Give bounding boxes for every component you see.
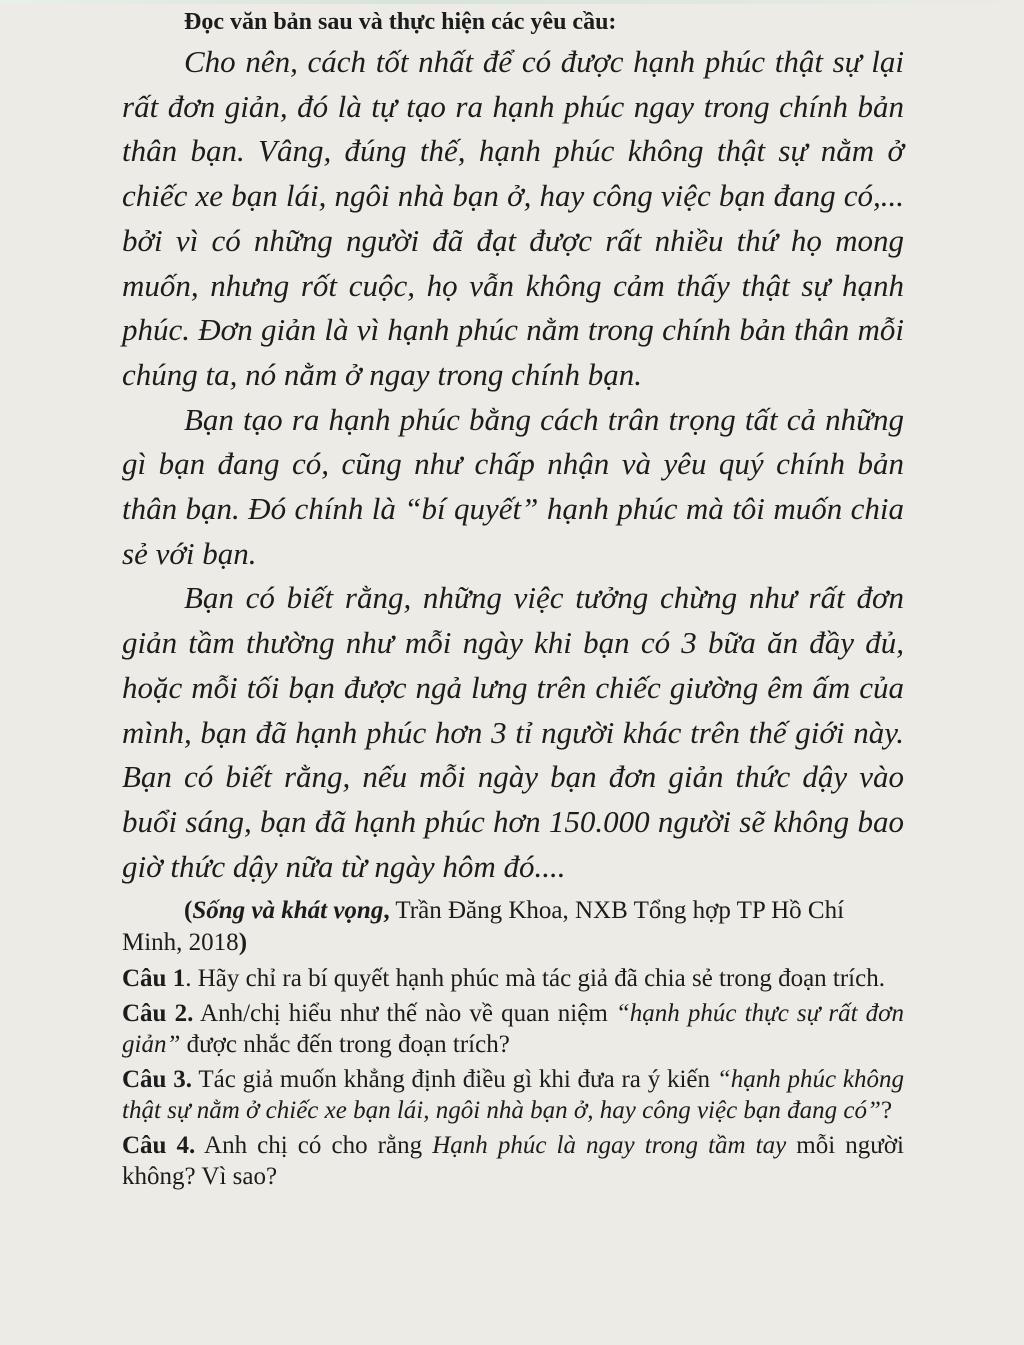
- question-2-text-a: Anh/chị hiểu như thế nào về quan niệm: [193, 1000, 616, 1028]
- question-1-label: Câu 1: [122, 965, 186, 993]
- question-2-text-b: được nhắc đến trong đoạn trích?: [180, 1031, 510, 1059]
- passage-paragraph-3: Bạn có biết rằng, những việc tưởng chừng như rất đơn giản tầm thường như mỗi ngày khi bạn có 3 bữa ăn đầy đủ, hoặc mỗi tối bạn được ngả lưng trên chiếc giường êm ấm của mình, bạn đã hạnh phúc hơn 3 tỉ người khác trên thế giới này. Bạn có biết rằng, nếu mỗi ngày bạn đơn giản thức dậy vào buổi sáng, bạn đã hạnh phúc hơn 150.000 người sẽ không bao giờ thức dậy nữa từ ngày hôm đó....: [122, 580, 904, 884]
- citation-comma: ,: [383, 897, 390, 925]
- question-3-label: Câu 3.: [122, 1066, 192, 1094]
- question-2-quote: “hạnh phúc thực sự rất đơn giản”: [122, 1000, 904, 1059]
- question-3-text-b: ?: [880, 1097, 893, 1125]
- question-1: [122, 963, 904, 994]
- question-list: [122, 963, 904, 1192]
- citation-close-paren: ): [238, 929, 248, 957]
- question-4-text-a: Anh chị có cho rằng: [195, 1132, 433, 1160]
- question-2-label: Câu 2.: [122, 1000, 194, 1028]
- question-4-text-b: mỗi người không? Vì sao?: [122, 1132, 905, 1191]
- citation-author-publisher: Trần Đăng Khoa, NXB Tổng hợp TP Hồ Chí Minh, 2018: [122, 897, 845, 957]
- question-2: [122, 998, 904, 1060]
- question-4-quote: Hạnh phúc là ngay trong tầm tay: [432, 1132, 787, 1160]
- question-4-label: Câu 4.: [122, 1132, 196, 1160]
- citation-open-paren: (: [184, 897, 193, 925]
- question-3-text-a: Tác giả muốn khẳng định điều gì khi đưa ra ý kiến: [192, 1066, 717, 1094]
- question-1-sep: .: [185, 965, 192, 993]
- top-edge-strip: [0, 0, 1024, 4]
- instruction-heading: Đọc văn bản sau và thực hiện các yêu cầu:: [184, 9, 617, 35]
- question-3-quote: “hạnh phúc không thật sự nằm ở chiếc xe bạn lái, ngôi nhà bạn ở, hay công việc bạn đang có”: [122, 1066, 904, 1125]
- passage-paragraph-1: Cho nên, cách tốt nhất để có được hạnh phúc thật sự lại rất đơn giản, đó là tự tạo ra hạnh phúc ngay trong chính bản thân bạn. Vâng, đúng thế, hạnh phúc không thật sự nằm ở chiếc xe bạn lái, ngôi nhà bạn ở, hay công việc bạn đang có,... bởi vì có những người đã đạt được rất nhiều thứ họ mong muốn, nhưng rốt cuộc, họ vẫn không cảm thấy thật sự hạnh phúc. Đơn giản là vì hạnh phúc nằm trong chính bản thân mỗi chúng ta, nó nằm ở ngay trong chính bạn.: [122, 44, 904, 392]
- passage-paragraph-2: Bạn tạo ra hạnh phúc bằng cách trân trọng tất cả những gì bạn đang có, cũng như chấp nhận và yêu quý chính bản thân bạn. Đó chính là “bí quyết” hạnh phúc mà tôi muốn chia sẻ với bạn.: [122, 401, 904, 571]
- citation-book-title: Sống và khát vọng: [192, 897, 384, 925]
- question-3: [122, 1064, 904, 1126]
- source-citation: [122, 895, 904, 959]
- question-4: [122, 1130, 904, 1192]
- question-1-text: Hãy chỉ ra bí quyết hạnh phúc mà tác giả đã chia sẻ trong đoạn trích.: [191, 965, 885, 993]
